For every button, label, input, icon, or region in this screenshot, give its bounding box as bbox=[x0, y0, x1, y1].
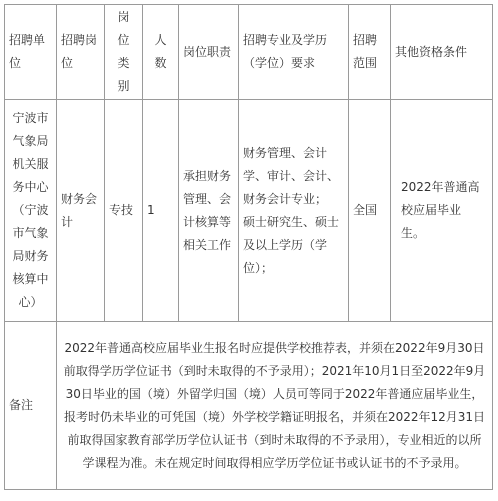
major-line-2: 硕士研究生、硕士及以上学历（学位）； bbox=[243, 214, 340, 275]
header-scope: 招聘范围 bbox=[349, 5, 391, 100]
note-label: 备注 bbox=[5, 322, 57, 490]
cell-major bbox=[239, 100, 349, 322]
cell-other: 2022年普通高校应届毕业生。 bbox=[391, 100, 493, 322]
recruitment-table-container bbox=[4, 4, 493, 490]
header-category: 岗位类别 bbox=[105, 5, 143, 100]
table-row bbox=[5, 100, 493, 322]
header-row bbox=[5, 5, 493, 100]
note-text: 2022年普通高校应届毕业生报名时应提供学校推荐表，并须在2022年9月30日前取得学历学位证书（到时未取得的不予录用）；2021年10月1日至2022年9月30日毕业的国（境）外留学归国（境）人员可等同于2022年普通应届毕业生，报考时仍未毕业的可凭国（境）外学校学籍证明报名，并须在2022年12月31日前取得国家教育部学历学位认证书（到时未取得的不予录用），专业相近的以所学课程为准。未在规定时间取得相应学历学位证书或认证书的不予录用。 bbox=[57, 322, 493, 490]
header-duty: 岗位职责 bbox=[179, 5, 239, 100]
cell-count: 1 bbox=[143, 100, 179, 322]
cell-scope: 全国 bbox=[349, 100, 391, 322]
cell-duty: 承担财务管理、会计核算等相关工作 bbox=[179, 100, 239, 322]
cell-unit: 宁波市气象局机关服务中心（宁波市气象局财务核算中心） bbox=[5, 100, 57, 322]
header-major: 招聘专业及学历（学位）要求 bbox=[239, 5, 349, 100]
major-line-1: 财务管理、会计学、审计、会计、财务会计专业； bbox=[243, 145, 340, 206]
note-row bbox=[5, 322, 493, 490]
cell-category: 专技 bbox=[105, 100, 143, 322]
header-count: 人数 bbox=[143, 5, 179, 100]
header-unit: 招聘单位 bbox=[5, 5, 57, 100]
recruitment-table bbox=[4, 4, 493, 490]
header-post: 招聘岗位 bbox=[57, 5, 105, 100]
cell-post: 财务会计 bbox=[57, 100, 105, 322]
header-other: 其他资格条件 bbox=[391, 5, 493, 100]
